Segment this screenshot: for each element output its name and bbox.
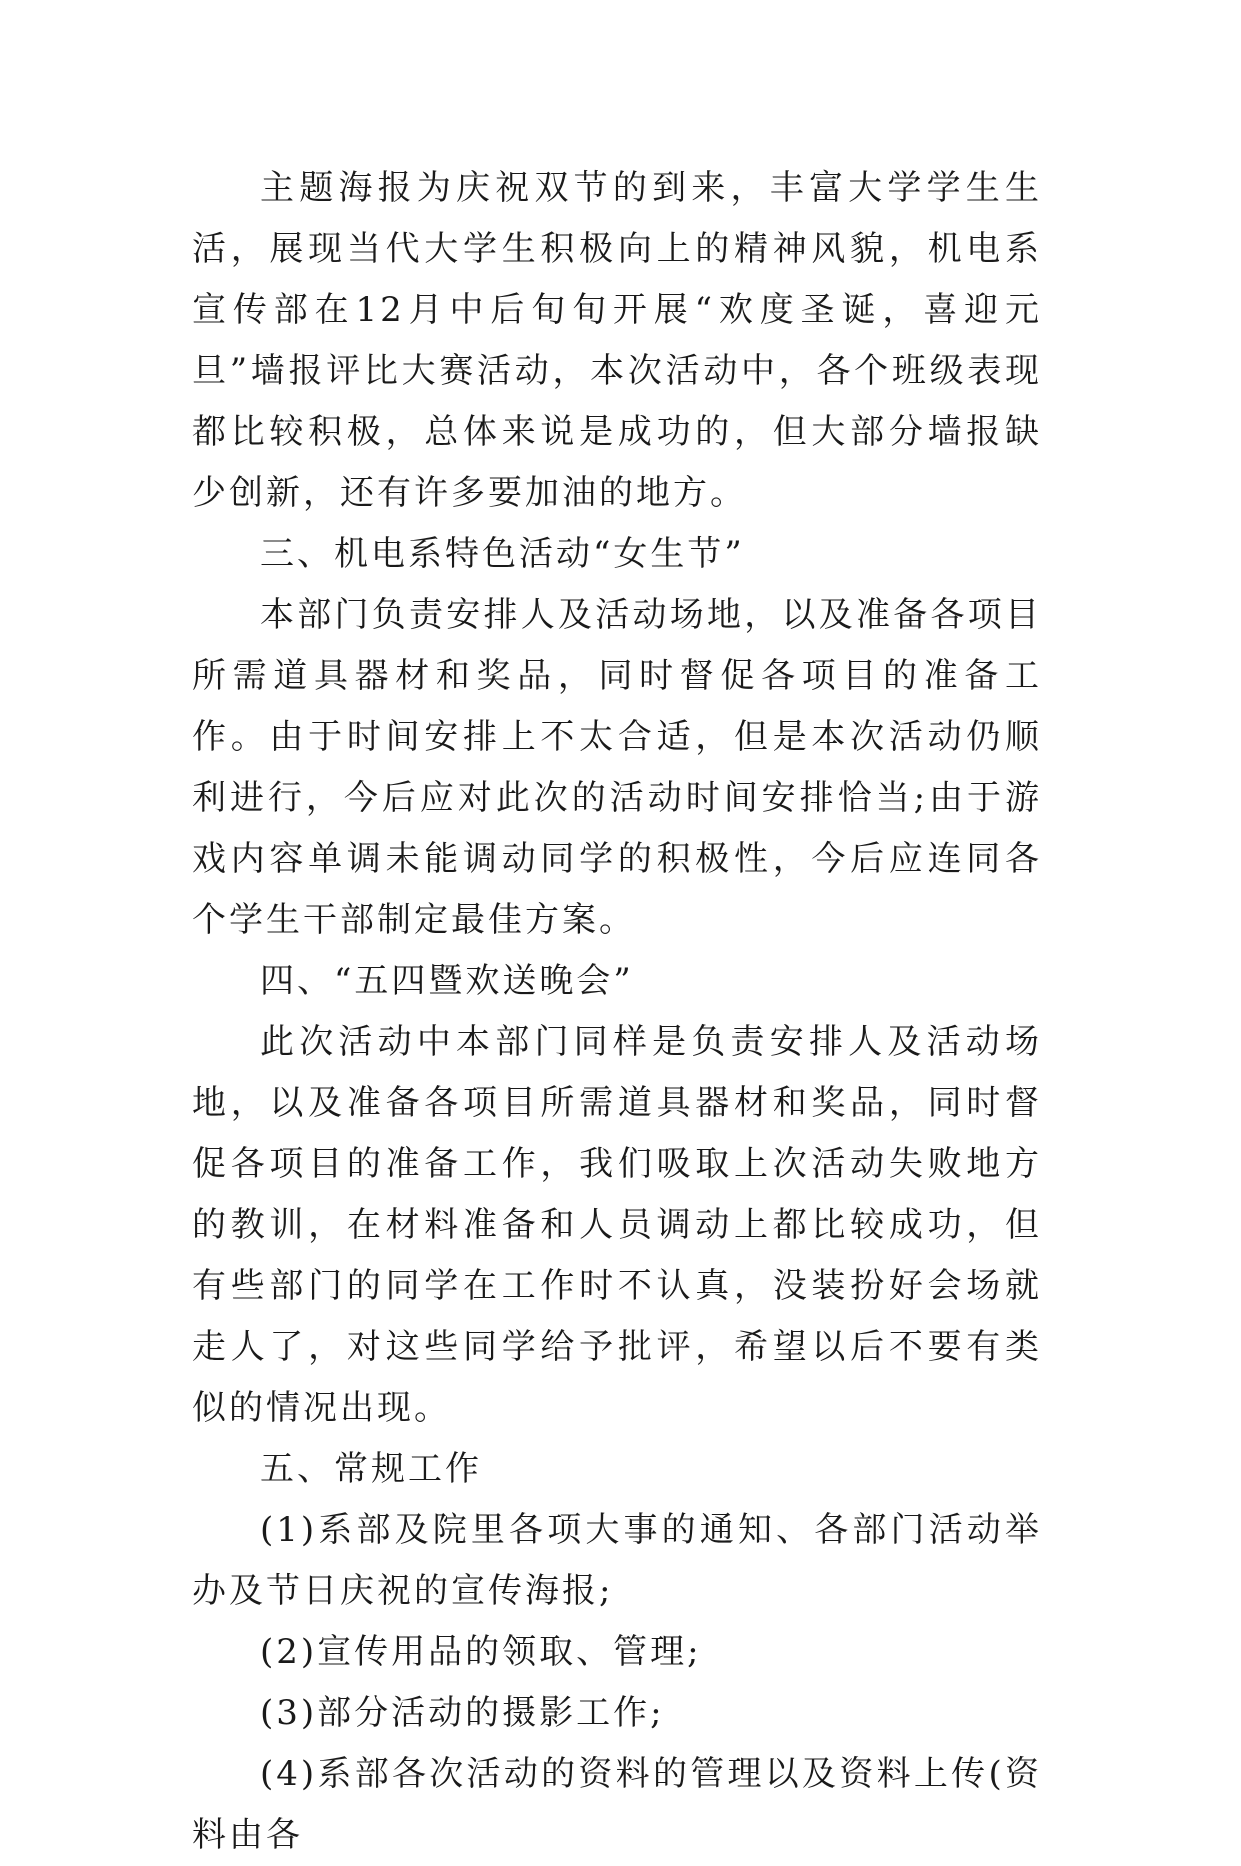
paragraph-may-fourth-party: 此次活动中本部门同样是负责安排人及活动场地，以及准备各项目所需道具器材和奖品，同时督促各项目的准备工作，我们吸取上次活动失败地方的教训，在材料准备和人员调动上都比较成功，但有些部门的同学在工作时不认真，没装扮好会场就走人了，对这些同学给予批评，希望以后不要有类似的情况出现。 [192,1022,1042,1428]
list-item-3: (3)部分活动的摄影工作; [260,1693,665,1733]
heading-section-three: 三、机电系特色活动“女生节” [260,534,745,574]
paragraph-poster-activity: 主题海报为庆祝双节的到来，丰富大学学生生活，展现当代大学生积极向上的精神风貌，机电系宣传部在12月中后旬旬开展“欢度圣诞，喜迎元旦”墙报评比大赛活动，本次活动中，各个班级表现都比较积极，总体来说是成功的，但大部分墙报缺少创新，还有许多要加油的地方。 [192,168,1042,513]
list-item-1: (1)系部及院里各项大事的通知、各部门活动举办及节日庆祝的宣传海报; [192,1510,1042,1611]
heading-section-five: 五、常规工作 [260,1449,482,1489]
paragraph-girls-day: 本部门负责安排人及活动场地，以及准备各项目所需道具器材和奖品，同时督促各项目的准备工作。由于时间安排上不太合适，但是本次活动仍顺利进行，今后应对此次的活动时间安排恰当;由于游戏内容单调未能调动同学的积极性，今后应连同各个学生干部制定最佳方案。 [192,595,1042,940]
document-body [192,158,1042,1866]
heading-section-four: 四、“五四暨欢送晚会” [260,961,634,1001]
list-item-2: (2)宣传用品的领取、管理; [260,1632,702,1672]
list-item-4: (4)系部各次活动的资料的管理以及资料上传(资料由各 [192,1754,1042,1855]
